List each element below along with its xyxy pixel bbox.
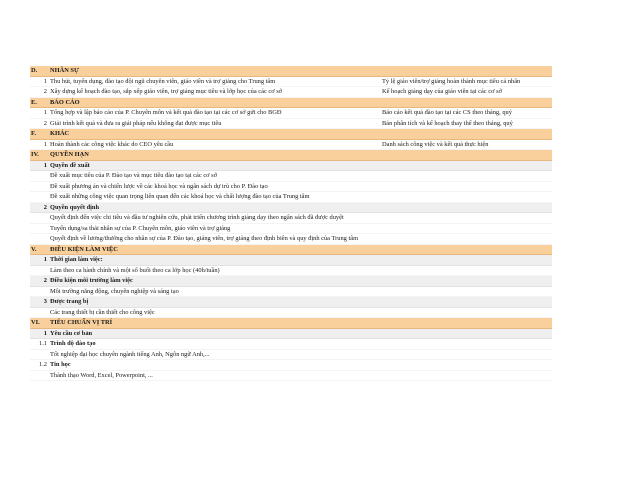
- section-header-row: [30, 129, 552, 140]
- row-text: Làm theo ca hành chính và một số buổi theo ca lớp học (40h/tuần): [50, 266, 220, 274]
- job-description-sheet: [30, 66, 552, 381]
- row-text: Quyết định về lương/thưởng cho nhân sự của P. Đào tạo, giảng viên, trợ giảng theo định biên và quy định của Trung tâm: [50, 235, 359, 242]
- row-text: Môi trường năng động, chuyên nghiệp và sáng tạo: [50, 287, 179, 295]
- row-text: BÁO CÁO: [50, 98, 80, 106]
- section-header-row: [30, 150, 552, 161]
- row-number: 1: [43, 140, 47, 148]
- row-text: Xây dựng kế hoạch đào tạo, sắp xếp giáo viên, trợ giảng mục tiêu và lớp học của các cơ sở: [50, 88, 283, 95]
- table-row: [30, 171, 552, 182]
- table-row: [30, 140, 552, 151]
- table-row: [30, 266, 552, 277]
- table-row: [30, 213, 552, 224]
- subsection-row: [30, 297, 552, 308]
- row-number: 1.2: [39, 361, 47, 368]
- row-text: Điều kiện môi trường làm việc: [50, 277, 133, 284]
- subsection-row: [30, 339, 552, 350]
- row-output: Báo cáo kết quả đào tạo tại các CS theo tháng, quý: [382, 109, 512, 116]
- row-text: Tin học: [50, 361, 71, 368]
- row-text: Tuyển dụng/sa thải nhân sự của P. Chuyên môn, giáo viên và trợ giảng: [50, 224, 231, 232]
- row-text: Đề xuất những công việc quan trọng liên quan đến các khoá học và chất lượng đào tạo của Trung tâm: [50, 193, 310, 200]
- row-number: F.: [31, 130, 36, 137]
- section-header-row: [30, 245, 552, 256]
- row-text: Quyền quyết định: [50, 203, 100, 211]
- row-number: D.: [31, 67, 38, 74]
- table-row: [30, 108, 552, 119]
- table-row: [30, 234, 552, 245]
- row-number: 1: [43, 329, 47, 337]
- subsection-row: [30, 203, 552, 214]
- row-number: 1: [43, 256, 47, 263]
- row-text: Đề xuất phương án và chiến lược về các khoá học và ngân sách dự trù cho P. Đào tạo: [50, 182, 268, 190]
- row-number: 2: [43, 88, 47, 95]
- row-text: NHÂN SỰ: [50, 67, 80, 74]
- subsection-row: [30, 161, 552, 172]
- row-output: Bản phân tích và kế hoạch thay thế theo tháng, quý: [382, 119, 513, 127]
- row-number: 2: [43, 277, 47, 284]
- table-row: [30, 192, 552, 203]
- section-header-row: [30, 98, 552, 109]
- table-row: [30, 350, 552, 361]
- section-header-row: [30, 318, 552, 329]
- subsection-row: [30, 329, 552, 340]
- subsection-row: [30, 255, 552, 266]
- table-row: [30, 119, 552, 130]
- row-text: Quyền đề xuất: [50, 161, 90, 169]
- row-number: 3: [43, 298, 47, 305]
- row-text: Tổng hợp và lập báo cáo của P. Chuyên môn và kết quả đào tạo tại các cơ sở gửi cho BGĐ: [50, 109, 282, 116]
- row-text: Thu hút, tuyển dụng, đào tạo đội ngũ chuyên viên, giáo viên và trợ giảng cho Trung tâm: [50, 77, 276, 85]
- row-number: 2: [43, 119, 47, 127]
- row-text: TIÊU CHUẨN VỊ TRÍ: [50, 319, 113, 326]
- section-header-row: [30, 66, 552, 77]
- row-number: IV.: [31, 151, 39, 158]
- table-row: [30, 77, 552, 88]
- row-number: E.: [31, 98, 37, 106]
- row-text: KHÁC: [50, 130, 70, 137]
- row-text: Các trang thiết bị cần thiết cho công việc: [50, 308, 155, 316]
- row-text: Thời gian làm việc:: [50, 256, 103, 263]
- row-number: 1: [43, 109, 47, 116]
- subsection-row: [30, 360, 552, 371]
- row-output: Danh sách công việc và kết quả thực hiện: [382, 140, 489, 148]
- row-number: 1: [43, 77, 47, 85]
- row-output: Tỷ lệ giáo viên/trợ giảng hoàn thành mục tiêu cá nhân: [382, 77, 521, 85]
- table-row: [30, 182, 552, 193]
- row-text: Trình độ đào tạo: [50, 340, 96, 347]
- row-output: Kế hoạch giảng dạy của giáo viên tại các cơ sở: [382, 88, 502, 95]
- row-text: QUYỀN HẠN: [50, 151, 89, 158]
- row-number: 2: [43, 203, 47, 211]
- row-number: V.: [31, 245, 37, 253]
- table-row: [30, 224, 552, 235]
- row-text: Quyết định đến việc chi tiêu và đầu tư nghiên cứu, phát triển chương trình giảng dạy theo ngân sách đã được duyệt: [50, 214, 344, 221]
- table-row: [30, 308, 552, 319]
- row-number: 1: [43, 161, 47, 169]
- subsection-row: [30, 276, 552, 287]
- row-text: Giải trình kết quả và đưa ra giải pháp nếu không đạt được mục tiêu: [50, 119, 222, 127]
- row-number: VI.: [31, 319, 40, 326]
- row-text: Đề xuất mục tiêu của P. Đào tạo và mục tiêu đào tạo tại các cơ sở: [50, 172, 217, 179]
- row-number: 1.1: [39, 340, 47, 347]
- table-row: [30, 287, 552, 298]
- row-text: Hoàn thành các công việc khác do CEO yêu cầu: [50, 140, 174, 148]
- table-row: [30, 371, 552, 382]
- row-text: Yêu cầu cơ bản: [50, 329, 93, 337]
- row-text: Tốt nghiệp đại học chuyên ngành tiếng Anh, Ngôn ngữ Anh,...: [50, 350, 210, 358]
- table-row: [30, 87, 552, 98]
- row-text: Thành thạo Word, Excel, Powerpoint, ...: [50, 371, 153, 379]
- row-text: Được trang bị: [50, 298, 89, 305]
- row-text: ĐIỀU KIỆN LÀM VIỆC: [50, 245, 118, 253]
